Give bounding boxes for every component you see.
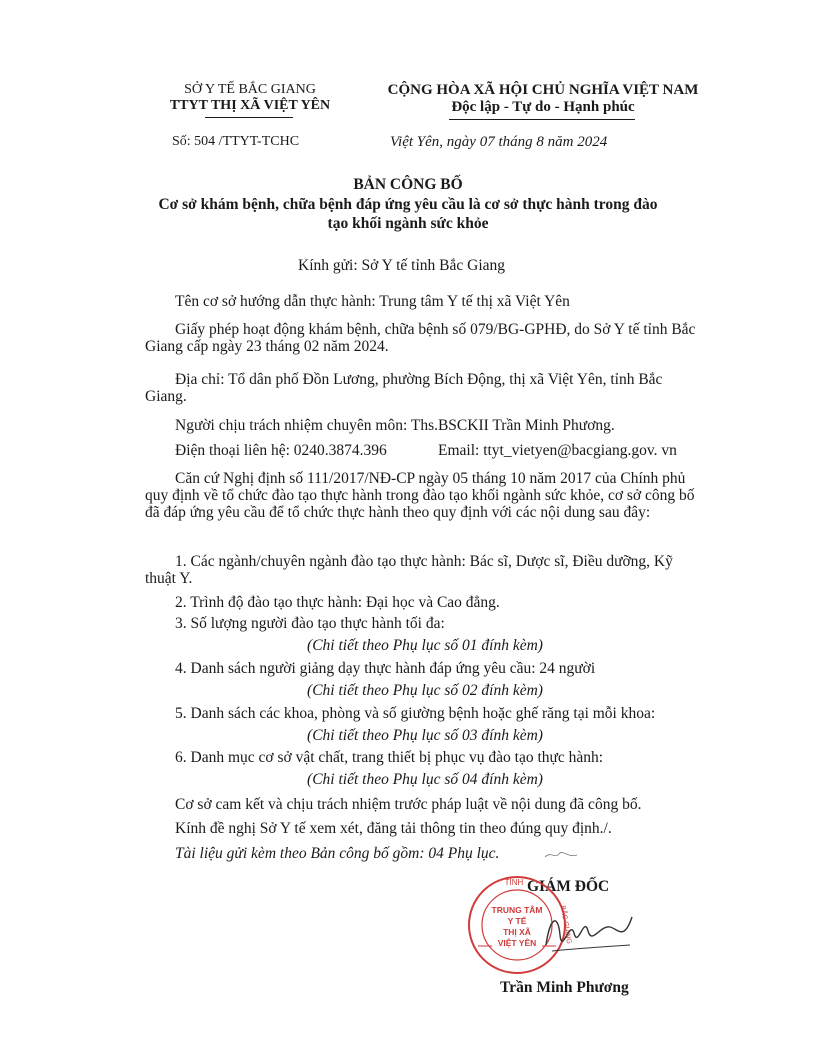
stamp-outer-right: BẮC GIANG [558, 904, 573, 945]
agency-underline [205, 117, 293, 118]
item-5: 5. Danh sách các khoa, phòng và số giường bệnh hoặc ghế răng tại mỗi khoa: [175, 705, 656, 722]
item-6: 6. Danh mục cơ sở vật chất, trang thiết bị phục vụ đào tạo thực hành: [175, 749, 604, 766]
stamp-center-3: THỊ XÃ [503, 927, 531, 937]
stamp-outer-top: TỈNH [504, 878, 524, 887]
motto-underline [449, 119, 635, 120]
stamp-center-4: VIỆT YÊN [497, 938, 537, 948]
document-title: BẢN CÔNG BỐ [353, 176, 463, 193]
agency-name: TTYT THỊ XÃ VIỆT YÊN [169, 98, 331, 113]
item-3: 3. Số lượng người đào tạo thực hành tối đa: [175, 615, 445, 632]
document-number: Số: 504 /TTYT-TCHC [172, 134, 300, 149]
item-3-note: (Chi tiết theo Phụ lục số 01 đính kèm) [307, 637, 543, 654]
recipient: Kính gửi: Sở Y tế tỉnh Bắc Giang [298, 257, 506, 274]
commitment: Cơ sở cam kết và chịu trách nhiệm trước pháp luật về nội dung đã công bố. [175, 796, 642, 813]
item-2: 2. Trình độ đào tạo thực hành: Đại học và Cao đẳng. [175, 594, 500, 611]
legal-basis-paragraph: Căn cứ Nghị định số 111/2017/NĐ-CP ngày 05 tháng 10 năm 2017 của Chính phủ quy định về tổ chức đào tạo thực hành trong đào tạo khối ngành sức khỏe, cơ sở công bố đã đáp ứng yêu cầu để tổ chức thực hành theo quy định với các nội dung sau đây: [145, 470, 695, 521]
attachments-note: Tài liệu gửi kèm theo Bản công bố gồm: 04 Phụ lục. [175, 845, 500, 862]
item-1: 1. Các ngành/chuyên ngành đào tạo thực hành: Bác sĩ, Dược sĩ, Điều dưỡng, Kỹ thuật Y. [145, 553, 673, 587]
stamp-center-1: TRUNG TÂM [491, 905, 543, 915]
address-paragraph: Địa chỉ: Tổ dân phố Đồn Lương, phường Bích Động, thị xã Việt Yên, tỉnh Bắc Giang. [145, 371, 663, 405]
handwritten-signature [540, 905, 635, 965]
national-motto: Độc lập - Tự do - Hạnh phúc [451, 99, 635, 115]
stamp-center-2: Y TẾ [507, 916, 527, 926]
responsible-person: Người chịu trách nhiệm chuyên môn: Ths.BSCKII Trần Minh Phương. [175, 417, 615, 434]
agency-parent: SỞ Y TẾ BẮC GIANG [184, 82, 316, 97]
facility-name: Tên cơ sở hướng dẫn thực hành: Trung tâm Y tế thị xã Việt Yên [175, 293, 570, 310]
item-4: 4. Danh sách người giảng dạy thực hành đáp ứng yêu cầu: 24 người [175, 660, 596, 677]
place-date: Việt Yên, ngày 07 tháng 8 năm 2024 [390, 134, 608, 150]
contact-phone: Điện thoại liên hệ: 0240.3874.396 [175, 442, 387, 459]
document-subtitle-1: Cơ sở khám bệnh, chữa bệnh đáp ứng yêu cầu là cơ sở thực hành trong đào [158, 196, 658, 213]
signer-position: GIÁM ĐỐC [527, 878, 610, 895]
item-6-note: (Chi tiết theo Phụ lục số 04 đính kèm) [307, 771, 543, 788]
document-subtitle-2: tạo khối ngành sức khỏe [327, 215, 489, 232]
license-paragraph: Giấy phép hoạt động khám bệnh, chữa bệnh số 079/BG-GPHĐ, do Sở Y tế tỉnh Bắc Giang cấp ngày 23 tháng 02 năm 2024. [145, 321, 696, 355]
initial-scribble [543, 849, 579, 861]
signer-name: Trần Minh Phương [500, 979, 629, 996]
contact-email: Email: ttyt_vietyen@bacgiang.gov. vn [438, 442, 677, 459]
national-title: CỘNG HÒA XÃ HỘI CHỦ NGHĨA VIỆT NAM [387, 82, 699, 98]
request: Kính đề nghị Sở Y tế xem xét, đăng tải thông tin theo đúng quy định./. [175, 820, 612, 837]
item-4-note: (Chi tiết theo Phụ lục số 02 đính kèm) [307, 682, 543, 699]
item-5-note: (Chi tiết theo Phụ lục số 03 đính kèm) [307, 727, 543, 744]
